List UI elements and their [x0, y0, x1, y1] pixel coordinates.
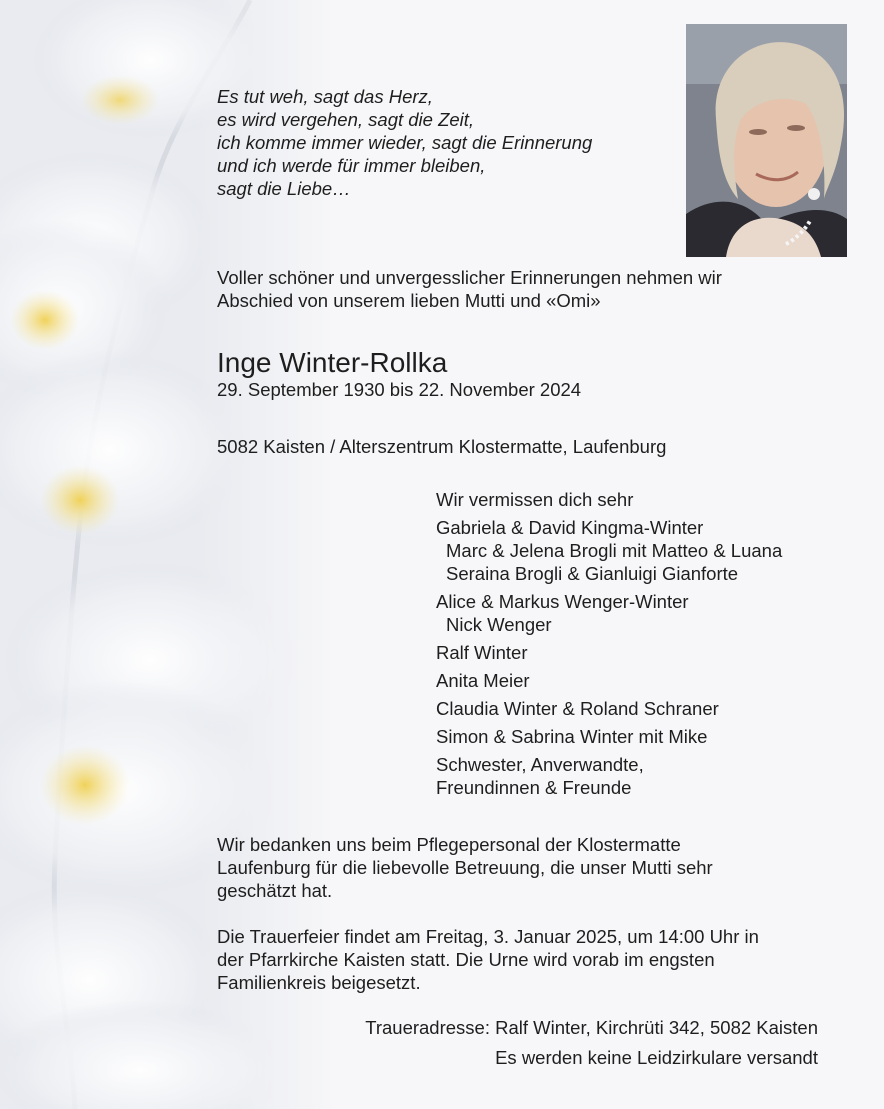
intro-line: Abschied von unserem lieben Mutti und «Omi»: [217, 290, 601, 311]
mourner-group: [436, 590, 782, 636]
mourner-group: [436, 697, 782, 720]
mourner-name: Simon & Sabrina Winter mit Mike: [436, 726, 708, 747]
intro-text: [217, 266, 722, 312]
poem-line: es wird vergehen, sagt die Zeit,: [217, 109, 475, 130]
poem-line: Es tut weh, sagt das Herz,: [217, 86, 433, 107]
mourner-name: Ralf Winter: [436, 642, 528, 663]
life-dates: 29. September 1930 bis 22. November 2024: [217, 379, 582, 400]
mourner-group: [436, 669, 782, 692]
mourner-name: Schwester, Anverwandte,: [436, 754, 644, 775]
mourner-name: Alice & Markus Wenger-Winter: [436, 591, 689, 612]
mourners-list: [436, 488, 782, 804]
deceased-name: Inge Winter-Rollka: [217, 347, 448, 378]
mourner-group: [436, 641, 782, 664]
mourner-name: Nick Wenger: [446, 614, 552, 635]
poem-line: sagt die Liebe…: [217, 178, 351, 199]
mourner-group: [436, 516, 782, 585]
residence: 5082 Kaisten / Alterszentrum Klostermatte, Laufenburg: [217, 436, 667, 457]
ceremony-text: [217, 925, 759, 994]
ceremony-line: der Pfarrkirche Kaisten statt. Die Urne wird vorab im engsten: [217, 949, 715, 970]
mourner-name: Anita Meier: [436, 670, 530, 691]
mourning-address: Traueradresse: Ralf Winter, Kirchrüti 342, 5082 Kaisten: [365, 1017, 818, 1038]
poem: [217, 85, 592, 200]
mourner-name: Gabriela & David Kingma-Winter: [436, 517, 704, 538]
circular-note: Es werden keine Leidzirkulare versandt: [495, 1047, 818, 1068]
thanks-text: [217, 833, 713, 902]
mourner-name: Claudia Winter & Roland Schraner: [436, 698, 719, 719]
mourner-name: Freundinnen & Freunde: [436, 777, 632, 798]
thanks-line: Wir bedanken uns beim Pflegepersonal der Klostermatte: [217, 834, 681, 855]
portrait-photo: [686, 24, 847, 257]
mourner-name: Seraina Brogli & Gianluigi Gianforte: [446, 563, 739, 584]
ceremony-line: Familienkreis beigesetzt.: [217, 972, 421, 993]
intro-line: Voller schöner und unvergesslicher Erinnerungen nehmen wir: [217, 267, 722, 288]
mourner-name: Marc & Jelena Brogli mit Matteo & Luana: [446, 540, 783, 561]
poem-line: und ich werde für immer bleiben,: [217, 155, 486, 176]
poem-line: ich komme immer wieder, sagt die Erinnerung: [217, 132, 593, 153]
ceremony-line: Die Trauerfeier findet am Freitag, 3. Januar 2025, um 14:00 Uhr in: [217, 926, 759, 947]
mourners-heading: Wir vermissen dich sehr: [436, 489, 634, 510]
thanks-line: Laufenburg für die liebevolle Betreuung, die unser Mutti sehr: [217, 857, 713, 878]
mourner-group: [436, 753, 782, 799]
mourner-group: [436, 725, 782, 748]
thanks-line: geschätzt hat.: [217, 880, 333, 901]
